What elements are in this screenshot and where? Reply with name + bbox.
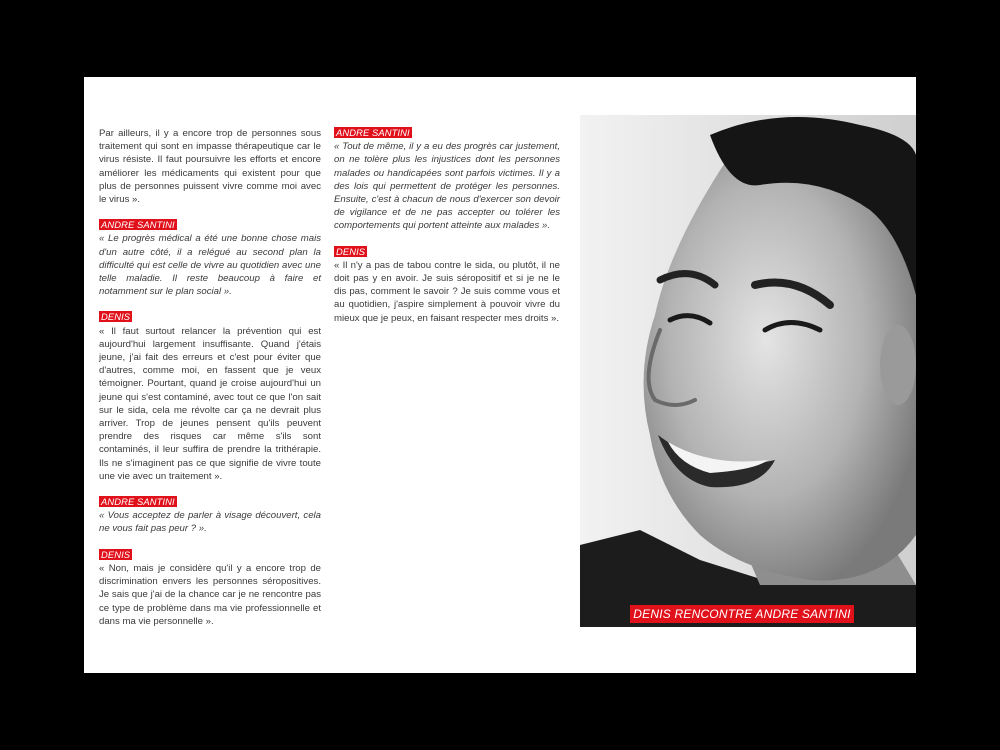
intro-paragraph: Par ailleurs, il y a encore trop de personnes sous traitement qui sont en impasse thérapeutique car le virus résiste. Il faut poursuivre les efforts et encore améliorer les médicaments qui existent pour que plus de personnes puissent vivre comme moi avec le virus ».	[99, 128, 321, 206]
speaker-tag: ANDRE SANTINI	[336, 127, 410, 138]
speaker-tag: DENIS	[101, 548, 131, 560]
quote-paragraph: « Le progrès médical a été une bonne chose mais d'un autre côté, il a relégué au second plan la difficulté qui est celle de vivre au quotidien avec une telle maladie. Il reste beaucoup à faire et notamment sur le plan social ».	[99, 233, 321, 298]
quote-paragraph: « Il faut surtout relancer la prévention qui est aujourd'hui largement insuffisante. Quand j'étais jeune, j'ai fait des erreurs et c'est pour éviter que d'autres, comme moi, en fassent que je veux témoigner. Pourtant, quand je croise aujourd'hui un jeune qui s'est contaminé, avec tout ce que l'on sait sur le sida, cela me révolte car ça ne devrait plus arriver. Trop de jeunes pensent qu'ils peuvent prendre des risques car même s'ils sont contaminés, il leur suffira de prendre la trithérapie. Ils ne s'imaginent pas ce que signifie de vivre toute une vie avec un traitement ».	[99, 325, 321, 482]
photo-caption: DENIS RENCONTRE ANDRE SANTINI	[630, 605, 854, 623]
portrait-illustration	[580, 115, 916, 627]
speaker-tag: DENIS	[336, 245, 366, 257]
text-column-middle	[334, 127, 560, 325]
text-column-left	[99, 127, 321, 628]
quote-paragraph: « Vous acceptez de parler à visage découvert, cela ne vous fait pas peur ? ».	[99, 510, 321, 535]
quote-paragraph: « Tout de même, il y a eu des progrès car justement, on ne tolère plus les injustices dont les personnes malades ou handicapées sont parfois victimes. Il y a des lois qui permettent de protéger les personnes. Ensuite, c'est à chacun de nous d'exercer son devoir de vigilance et de ne pas accepter ou tolérer les comportements qui portent atteinte aux malades ».	[334, 141, 560, 232]
document-page	[84, 77, 916, 673]
speaker-tag: DENIS	[101, 311, 131, 323]
speaker-tag: ANDRE SANTINI	[101, 219, 175, 231]
quote-paragraph: « Non, mais je considère qu'il y a encore trop de discrimination envers les personnes séropositives. Je sais que j'ai de la chance car je ne rencontre pas ce type de problème dans ma vie professionnelle et dans ma vie personnelle ».	[99, 562, 321, 627]
speaker-tag: ANDRE SANTINI	[101, 496, 175, 508]
quote-paragraph: « Il n'y a pas de tabou contre le sida, ou plutôt, il ne doit pas y en avoir. Je suis séropositif et si je ne le dis pas, comment le savoir ? Je suis comme vous et au quotidien, j'aspire simplement à pouvoir vivre du mieux que je peux, en faisant respecter mes droits ».	[334, 259, 560, 324]
portrait-photo	[580, 115, 916, 627]
